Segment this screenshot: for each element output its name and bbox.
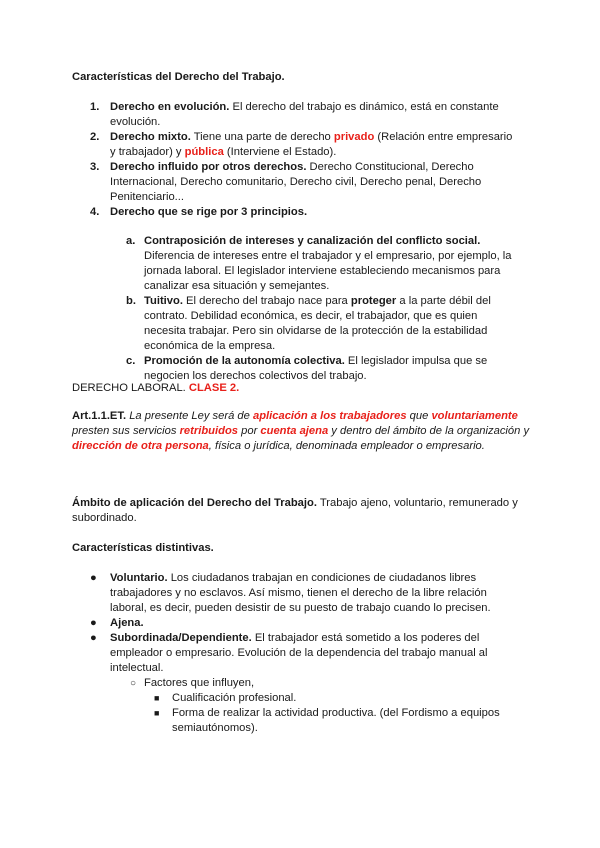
list-item: a. Contraposición de intereses y canalización del conflicto social. Diferencia de intereses entre el trabajador y el empresario, por ejemplo, la jornada laboral. El legislador interviene estableciendo mecanismos para canalizar esa situación y semejantes.: [126, 235, 512, 292]
list-item: 2. Derecho mixto. Tiene una parte de derecho privado (Relación entre empresario y trabajador) y pública (Interviene el Estado).: [90, 131, 513, 158]
list-item: ○ Factores que influyen,: [130, 677, 255, 689]
distintivas-heading: Características distintivas.: [72, 542, 214, 554]
factores-group: [90, 676, 520, 736]
ambito-paragraph: Ámbito de aplicación del Derecho del Trabajo. Trabajo ajeno, voluntario, remunerado y subordinado.: [72, 497, 518, 524]
list-item: b. Tuitivo. El derecho del trabajo nace para proteger a la parte débil del contrato. Debilidad económica, es decir, el trabajador, que es quien necesita trabajar. Pero sin olvidarse de la protección de la estabilidad económica de la empresa.: [126, 295, 491, 352]
list-item: ■ Cualificación profesional.: [154, 692, 297, 704]
distintivas-list: [90, 571, 520, 736]
factor-sublist: [130, 691, 520, 736]
list-item: c. Promoción de la autonomía colectiva. El legislador impulsa que se negocien los derechos colectivos del trabajo.: [126, 355, 488, 382]
section-heading: DERECHO LABORAL. CLASE 2.: [72, 382, 240, 394]
page-title: Características del Derecho del Trabajo.: [72, 71, 285, 83]
list-item: ● Ajena.: [90, 617, 144, 629]
list-item: 4. Derecho que se rige por 3 principios.: [90, 206, 308, 218]
principles-list: [126, 234, 516, 384]
list-item: 1. Derecho en evolución. El derecho del trabajo es dinámico, está en constante evolución.: [90, 101, 499, 128]
list-item: ■ Forma de realizar la actividad productiva. (del Fordismo a equipos semiautónomos).: [154, 707, 500, 734]
list-item: ● Voluntario. Los ciudadanos trabajan en condiciones de ciudadanos libres trabajadores y no esclavos. Así mismo, tienen el derecho de la libre relación laboral, es decir, pueden desistir de su puesto de trabajo cuando lo precisen.: [90, 572, 491, 614]
list-item: 3. Derecho influido por otros derechos. Derecho Constitucional, Derecho Internacional, Derecho comunitario, Derecho civil, Derecho penal, Derecho Penitenciario...: [90, 161, 482, 203]
list-item: ● Subordinada/Dependiente. El trabajador está sometido a los poderes del empleador o empresario. Evolución de la dependencia del trabajo manual al intelectual.: [90, 632, 488, 674]
numbered-list: [90, 100, 520, 220]
article-paragraph: Art.1.1.ET. La presente Ley será de aplicación a los trabajadores que voluntariamente presten sus servicios retribuidos por cuenta ajena y dentro del ámbito de la organización y dirección de otra persona, física o jurídica, denominada empleador o empresario.: [72, 410, 530, 452]
